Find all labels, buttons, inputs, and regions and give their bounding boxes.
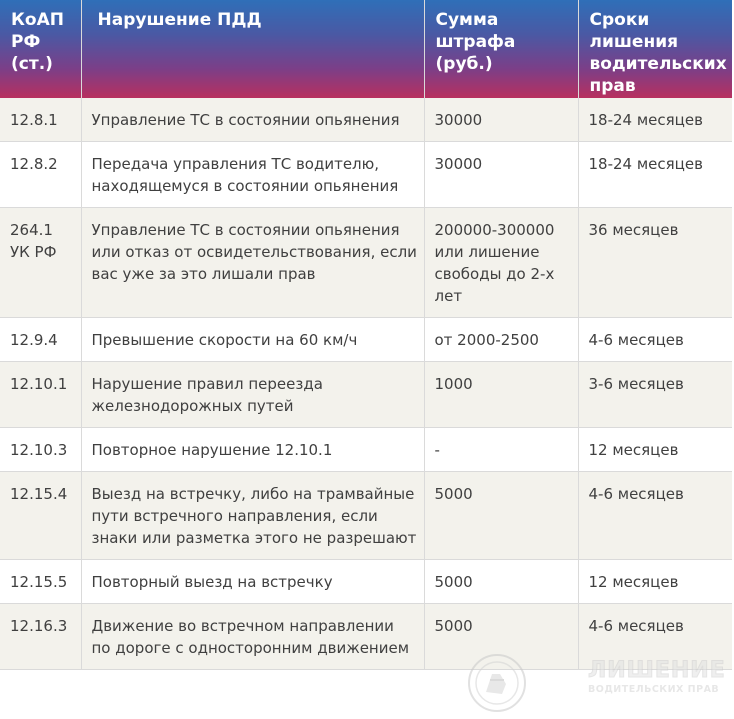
cell-fine: - (424, 428, 578, 472)
cell-violation: Управление ТС в состоянии опьянения (81, 98, 424, 142)
cell-violation: Передача управления ТС водителю, находящемуся в состоянии опьянения (81, 142, 424, 208)
watermark-subtitle: ВОДИТЕЛЬСКИХ ПРАВ (588, 684, 720, 695)
cell-fine: 1000 (424, 362, 578, 428)
header-violation: Нарушение ПДД (81, 0, 424, 98)
cell-violation: Движение во встречном направлении по дороге с односторонним движением (81, 604, 424, 670)
cell-article: 12.8.2 (0, 142, 81, 208)
cell-violation: Выезд на встречку, либо на трамвайные пути встречного направления, если знаки или разметка этого не разрешают (81, 472, 424, 560)
cell-article: 12.15.5 (0, 560, 81, 604)
cell-violation: Повторный выезд на встречку (81, 560, 424, 604)
cell-article: 12.8.1 (0, 98, 81, 142)
cell-fine: 200000-300000 или лишение свободы до 2-х лет (424, 208, 578, 318)
seal-icon (466, 652, 528, 714)
cell-fine: 5000 (424, 560, 578, 604)
cell-violation: Управление ТС в состоянии опьянения или отказ от освидетельствования, если вас уже за это лишали прав (81, 208, 424, 318)
cell-fine: от 2000-2500 (424, 318, 578, 362)
cell-fine: 30000 (424, 98, 578, 142)
cell-suspension: 4-6 месяцев (578, 318, 732, 362)
header-suspension: Сроки лишения водительских прав (578, 0, 732, 98)
cell-violation: Превышение скорости на 60 км/ч (81, 318, 424, 362)
cell-suspension: 12 месяцев (578, 428, 732, 472)
cell-suspension: 12 месяцев (578, 560, 732, 604)
cell-violation: Нарушение правил переезда железнодорожных путей (81, 362, 424, 428)
table-row (0, 560, 732, 604)
cell-article: 264.1 УК РФ (0, 208, 81, 318)
cell-fine: 5000 (424, 472, 578, 560)
cell-suspension: 18-24 месяцев (578, 142, 732, 208)
cell-violation: Повторное нарушение 12.10.1 (81, 428, 424, 472)
cell-article: 12.15.4 (0, 472, 81, 560)
watermark-title: ЛИШЕНИЕ (588, 658, 726, 683)
cell-fine: 5000 (424, 604, 578, 670)
table-row (0, 98, 732, 142)
table-row (0, 208, 732, 318)
cell-suspension: 36 месяцев (578, 208, 732, 318)
table-header-row (0, 0, 732, 98)
cell-article: 12.10.3 (0, 428, 81, 472)
header-article: КоАП РФ (ст.) (0, 0, 81, 98)
cell-fine: 30000 (424, 142, 578, 208)
cell-article: 12.9.4 (0, 318, 81, 362)
watermark-logo (460, 650, 730, 716)
cell-suspension: 18-24 месяцев (578, 98, 732, 142)
header-fine: Сумма штрафа (руб.) (424, 0, 578, 98)
table-row (0, 362, 732, 428)
cell-suspension: 4-6 месяцев (578, 472, 732, 560)
cell-article: 12.16.3 (0, 604, 81, 670)
table-row (0, 472, 732, 560)
cell-suspension: 3-6 месяцев (578, 362, 732, 428)
cell-suspension: 4-6 месяцев (578, 604, 732, 670)
table-row (0, 142, 732, 208)
table-row (0, 318, 732, 362)
table-row (0, 428, 732, 472)
cell-article: 12.10.1 (0, 362, 81, 428)
